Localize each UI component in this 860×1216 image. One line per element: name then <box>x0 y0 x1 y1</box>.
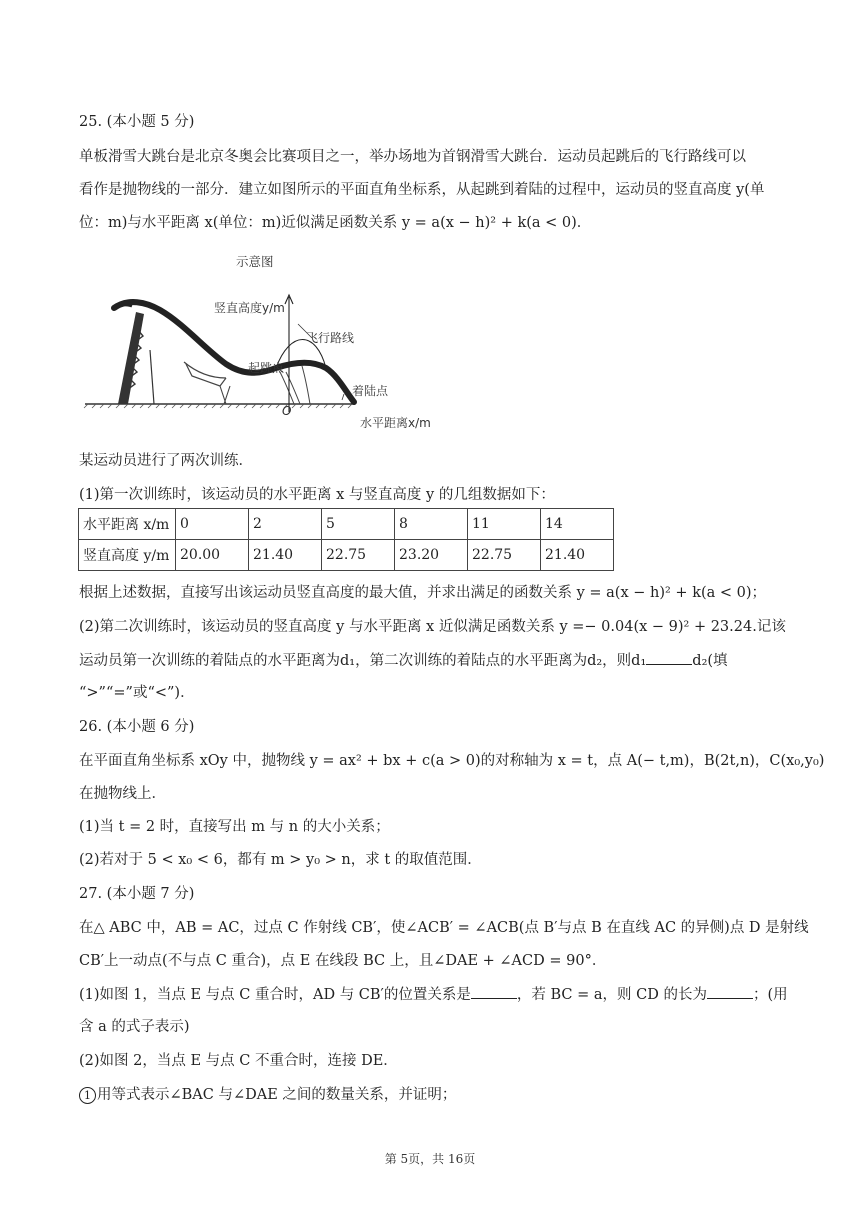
table-cell: 2 <box>249 509 322 540</box>
ramp-support <box>220 386 230 404</box>
q26-part2: (2)若对于 5 < x₀ < 6，都有 m > y₀ > n，求 t 的取值范围． <box>79 852 482 868</box>
page-footer: 第 5页，共 16页 <box>384 1152 476 1166</box>
takeoff-label: 起跳点 <box>248 361 285 375</box>
q26-heading: 26. (本小题 6 分) <box>79 719 195 735</box>
ski-jump-diagram <box>80 252 450 437</box>
answer-blank[interactable] <box>646 650 692 665</box>
tower-strut <box>150 350 154 404</box>
q27-heading: 27. (本小题 7 分) <box>79 886 195 902</box>
figure-title: 示意图 <box>236 254 274 269</box>
table-row <box>79 540 614 571</box>
q25-part1: (1)第一次训练时，该运动员的水平距离 x 与竖直高度 y 的几组数据如下： <box>79 487 555 503</box>
x-axis-label: 水平距离x/m <box>360 416 431 430</box>
q25-part2-line-2 <box>79 650 790 671</box>
q25-part2-text-end: d₂(填 <box>692 653 728 669</box>
q25-heading: 25. (本小题 5 分) <box>79 114 195 130</box>
answer-blank[interactable] <box>707 984 753 999</box>
table-header-cell: 竖直高度 y/m <box>79 540 176 571</box>
table-cell: 0 <box>176 509 249 540</box>
q27-part1-line-1 <box>79 984 790 1005</box>
table-cell: 8 <box>395 509 468 540</box>
table-cell: 14 <box>541 509 614 540</box>
q27-part1-text: (1)如图 1，当点 E 与点 C 重合时，AD 与 CB′的位置关系是 <box>79 987 471 1003</box>
circled-number: 1 <box>79 1087 96 1104</box>
landing-leader <box>342 394 344 400</box>
q25-intro-line-1: 单板滑雪大跳台是北京冬奥会比赛项目之一，举办场地为首钢滑雪大跳台．运动员起跳后的飞行路线可以 <box>79 149 746 165</box>
q25-part2-text: 运动员第一次训练的着陆点的水平距离为d₁，第二次训练的着陆点的水平距离为d₂，则d₁ <box>79 653 647 669</box>
table-cell: 11 <box>468 509 541 540</box>
q27-sub1-text: 用等式表示∠BAC 与∠DAE 之间的数量关系，并证明； <box>97 1087 457 1103</box>
table-cell: 20.00 <box>176 540 249 571</box>
training-data-table <box>78 508 614 571</box>
table-cell: 21.40 <box>249 540 322 571</box>
q27-part1-text-mid: ，若 BC = a，则 CD 的长为 <box>516 987 707 1003</box>
q25-intro-line-2: 看作是抛物线的一部分．建立如图所示的平面直角坐标系，从起跳到着陆的过程中，运动员的竖直高度 y(单 <box>79 182 765 198</box>
q25-part2-line-1: (2)第二次训练时，该运动员的竖直高度 y 与水平距离 x 近似满足函数关系 y =− 0.04(x − 9)² + 23.24.记该 <box>79 619 786 635</box>
q27-line-1: 在△ ABC 中，AB = AC，过点 C 作射线 CB′，使∠ACB′ = ∠ACB(点 B′与点 B 在直线 AC 的异侧)点 D 是射线 <box>79 920 809 936</box>
table-cell: 21.40 <box>541 540 614 571</box>
table-cell: 22.75 <box>468 540 541 571</box>
q26-line-2: 在抛物线上． <box>79 786 166 802</box>
table-cell: 22.75 <box>322 540 395 571</box>
q27-part1-line-2: 含 a 的式子表示) <box>79 1019 190 1035</box>
y-axis-label: 竖直高度y/m <box>214 301 285 315</box>
table-row <box>79 509 614 540</box>
q27-part1-text-end: ；(用 <box>752 987 788 1003</box>
tower-leg <box>118 312 144 404</box>
table-cell: 5 <box>322 509 395 540</box>
flight-path-label: 飞行路线 <box>306 331 355 345</box>
q27-line-2: CB′上一动点(不与点 C 重合)，点 E 在线段 BC 上，且∠DAE + ∠ACD = 90°． <box>79 953 607 969</box>
ski-jump-svg <box>80 252 450 437</box>
answer-blank[interactable] <box>471 984 517 999</box>
q27-sub1 <box>79 1085 790 1105</box>
q26-part1: (1)当 t = 2 时，直接写出 m 与 n 的大小关系； <box>79 819 390 835</box>
table-header-cell: 水平距离 x/m <box>79 509 176 540</box>
table-cell: 23.20 <box>395 540 468 571</box>
q25-trained: 某运动员进行了两次训练． <box>79 453 253 469</box>
origin-label: O <box>282 404 292 418</box>
landing-supports <box>280 366 310 404</box>
q25-part2-line-3: “>”“=”或“<”)． <box>79 685 195 701</box>
ramp-lower-edge <box>184 362 226 378</box>
q25-intro-line-3: 位：m)与水平距离 x(单位：m)近似满足函数关系 y = a(x − h)² + k(a < 0)． <box>79 215 592 231</box>
q25-part1-task: 根据上述数据，直接写出该运动员竖直高度的最大值，并求出满足的函数关系 y = a(x − h)² + k(a < 0)； <box>79 585 767 601</box>
q26-line-1: 在平面直角坐标系 xOy 中，抛物线 y = ax² + bx + c(a > 0)的对称轴为 x = t，点 A(− t,m)，B(2t,n)，C(x₀,y₀) <box>79 753 825 769</box>
landing-label: 着陆点 <box>352 384 389 398</box>
q27-part2: (2)如图 2，当点 E 与点 C 不重合时，连接 DE． <box>79 1053 398 1069</box>
